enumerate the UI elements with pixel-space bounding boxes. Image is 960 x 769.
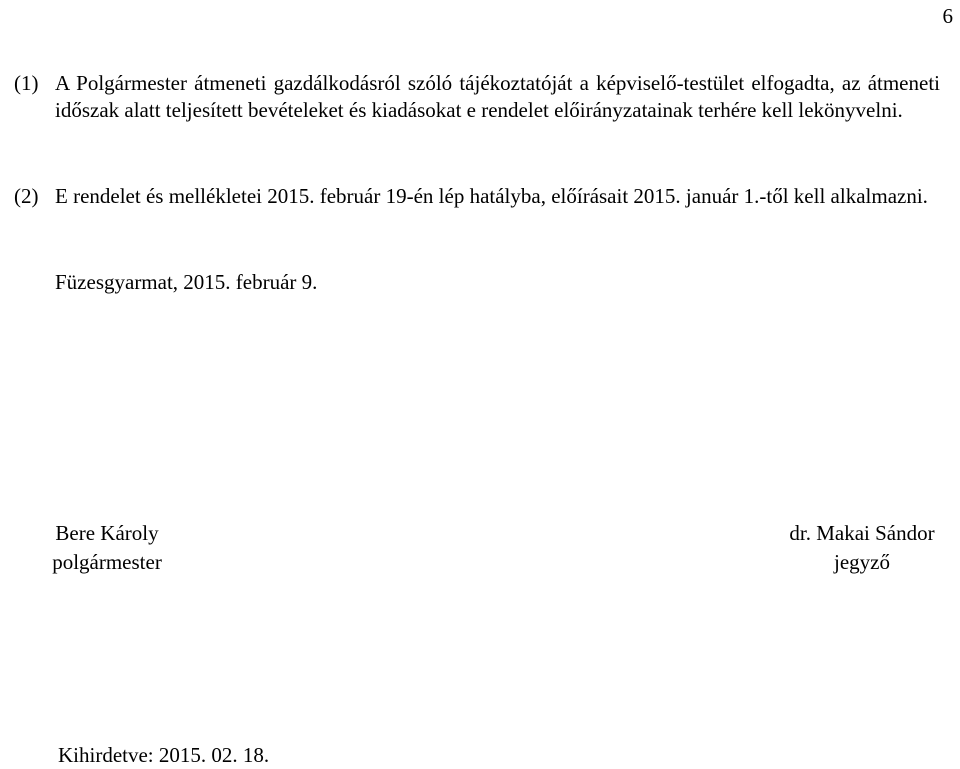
paragraph-1 (14, 70, 940, 124)
signature-block-mayor (20, 519, 194, 577)
announcement-date: Kihirdetve: 2015. 02. 18. (58, 743, 270, 767)
paragraph-2 (14, 183, 940, 210)
paragraph-text: A Polgármester átmeneti gazdálkodásról szóló tájékoztatóját a képviselő-testület elfogadta, az átmeneti időszak alatt teljesített bevételeket és kiadásokat e rendelet előirányzatainak terhére kell lekönyvelni. (55, 71, 940, 122)
paragraph-number: (2) (14, 184, 39, 208)
signatory-title: jegyző (834, 550, 890, 574)
paragraph-number: (1) (14, 71, 39, 95)
signatory-name: Bere Károly (55, 521, 159, 545)
signature-block-notary (762, 519, 960, 577)
signatory-title: polgármester (52, 550, 162, 574)
page-number: 6 (942, 4, 953, 28)
place-and-date: Füzesgyarmat, 2015. február 9. (55, 270, 318, 294)
paragraph-text: E rendelet és mellékletei 2015. február 19-én lép hatályba, előírásait 2015. január 1.-től kell alkalmazni. (55, 184, 928, 208)
signatory-name: dr. Makai Sándor (789, 521, 935, 545)
